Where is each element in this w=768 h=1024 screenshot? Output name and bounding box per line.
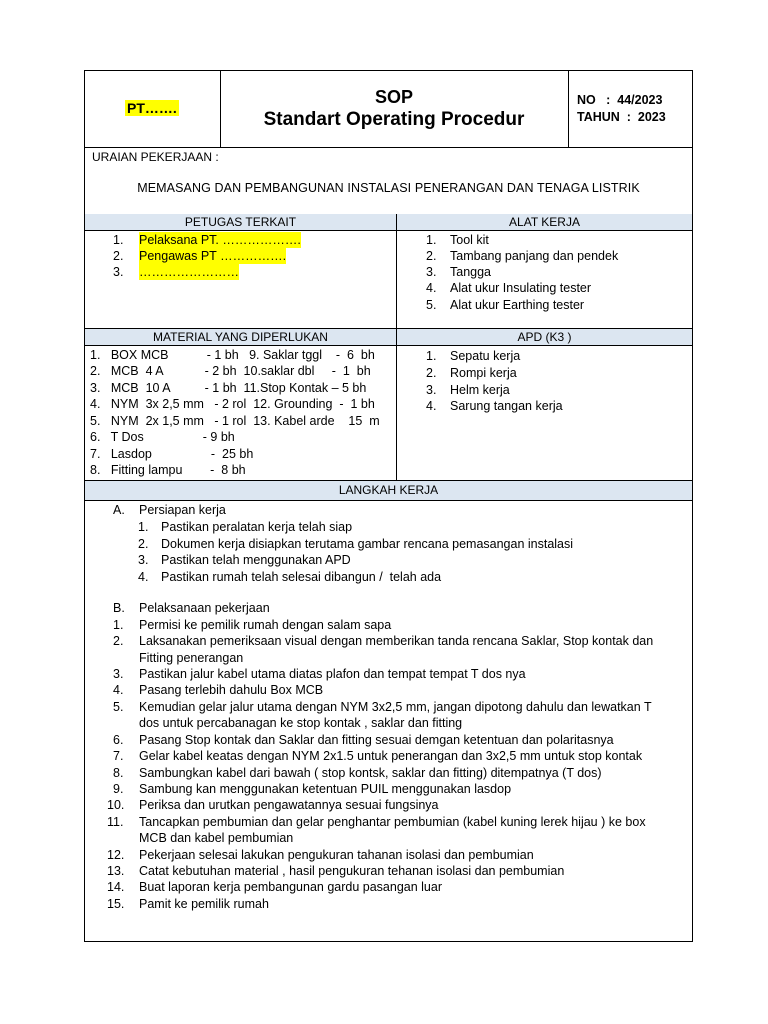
list-item-number: 2. <box>426 366 437 380</box>
company-name: PT……. <box>127 100 177 116</box>
section-label: B. <box>113 601 125 615</box>
list-item-number: 1. <box>138 520 149 534</box>
list-item-number: 9. <box>113 782 124 796</box>
list-item-number: 7. <box>113 749 124 763</box>
header-row <box>85 71 692 148</box>
material-row: 6. T Dos - 9 bh <box>90 430 235 444</box>
list-item-number: 12. <box>107 848 125 862</box>
step-item: Laksanakan pemeriksaan visual dengan memberikan tanda rencana Saklar, Stop kontak dan <box>139 634 654 648</box>
alat-item: Alat ukur Insulating tester <box>450 281 592 295</box>
list-item-number: 3. <box>113 667 124 681</box>
step-item: Pastikan jalur kabel utama diatas plafon dan tempat tempat T dos nya <box>139 667 526 681</box>
list-item-number: 1. <box>426 233 437 247</box>
list-item-number: 2. <box>138 537 149 551</box>
document-year: TAHUN : 2023 <box>577 110 666 124</box>
company-cell <box>85 71 221 147</box>
list-item-number: 6. <box>113 733 124 747</box>
step-item: Pastikan peralatan kerja telah siap <box>161 520 353 534</box>
material-row: 2. MCB 4 A - 2 bh 10.saklar dbl - 1 bh <box>90 364 371 378</box>
job-description-row <box>85 147 692 215</box>
step-item: Tancapkan pembumian dan gelar penghantar pembumian (kabel kuning lerek hijau ) ke box <box>139 815 646 829</box>
step-item: Pastikan telah menggunakan APD <box>161 553 351 567</box>
step-item: Buat laporan kerja pembangunan gardu pasangan luar <box>139 880 443 894</box>
column-divider <box>396 214 397 480</box>
material-row: 5. NYM 2x 1,5 mm - 1 rol 13. Kabel arde 15 m <box>90 414 380 428</box>
list-item-number: 4. <box>426 399 437 413</box>
list-item-number: 11. <box>107 815 124 829</box>
meta-cell <box>569 71 692 147</box>
step-item: Dokumen kerja disiapkan terutama gambar rencana pemasangan instalasi <box>161 537 574 551</box>
list-item-number: 8. <box>113 766 124 780</box>
list-item-number: 4. <box>426 281 437 295</box>
list-item-number: 2. <box>113 634 124 648</box>
list-item-number: 4. <box>113 683 124 697</box>
step-item-continuation: Fitting penerangan <box>139 651 244 665</box>
material-row: 3. MCB 10 A - 1 bh 11.Stop Kontak – 5 bh <box>90 381 367 395</box>
list-item-number: 2. <box>426 249 437 263</box>
list-item-number: 14. <box>107 880 125 894</box>
document-number: NO : 44/2023 <box>577 93 663 107</box>
sop-document <box>84 70 693 942</box>
apd-item: Rompi kerja <box>450 366 517 380</box>
list-item-number: 2. <box>113 249 124 263</box>
alat-item: Tangga <box>450 265 492 279</box>
section-title: Pelaksanaan pekerjaan <box>139 601 270 615</box>
list-item-number: 5. <box>113 700 124 714</box>
step-item: Pamit ke pemilik rumah <box>139 897 269 911</box>
alat-heading: ALAT KERJA <box>397 214 692 231</box>
alat-item: Tool kit <box>450 233 489 247</box>
material-row: 4. NYM 3x 2,5 mm - 2 rol 12. Grounding - 1 bh <box>90 397 375 411</box>
step-item: Permisi ke pemilik rumah dengan salam sapa <box>139 618 392 632</box>
material-heading: MATERIAL YANG DIPERLUKAN <box>85 329 396 346</box>
list-item-number: 3. <box>426 383 437 397</box>
material-row: 8. Fitting lampu - 8 bh <box>90 463 246 477</box>
job-description-text: MEMASANG DAN PEMBANGUNAN INSTALASI PENERANGAN DAN TENAGA LISTRIK <box>137 181 640 195</box>
petugas-item: Pengawas PT ……………. <box>139 249 287 263</box>
list-item-number: 13. <box>107 864 125 878</box>
list-item-number: 1. <box>113 233 124 247</box>
material-row: 1. BOX MCB - 1 bh 9. Saklar tggl - 6 bh <box>90 348 375 362</box>
title-cell <box>220 71 569 147</box>
list-item-number: 4. <box>138 570 149 584</box>
alat-item: Tambang panjang dan pendek <box>450 249 619 263</box>
petugas-item: …………………… <box>139 265 239 279</box>
step-item: Pasang Stop kontak dan Saklar dan fitting sesuai demgan ketentuan dan polaritasnya <box>139 733 614 747</box>
section-label: A. <box>113 503 125 517</box>
step-item: Gelar kabel keatas dengan NYM 2x1.5 untuk penerangan dan 3x2,5 mm untuk stop kontak <box>139 749 643 763</box>
step-item: Kemudian gelar jalur utama dengan NYM 3x2,5 mm, jangan dipotong dahulu dan lewatkan T <box>139 700 652 714</box>
petugas-item: Pelaksana PT. ………………. <box>139 233 301 247</box>
list-item-number: 15. <box>107 897 125 911</box>
step-item: Sambung kan menggunakan ketentuan PUIL menggunakan lasdop <box>139 782 512 796</box>
apd-item: Helm kerja <box>450 383 510 397</box>
list-item-number: 3. <box>426 265 437 279</box>
step-item-continuation: MCB dan kabel pembumian <box>139 831 294 845</box>
apd-item: Sepatu kerja <box>450 349 521 363</box>
list-item-number: 3. <box>138 553 149 567</box>
alat-item: Alat ukur Earthing tester <box>450 298 585 312</box>
document-subtitle: Standart Operating Procedur <box>263 109 525 130</box>
section-title: Persiapan kerja <box>139 503 226 517</box>
step-item: Periksa dan urutkan pengawatannya sesuai fungsinya <box>139 798 439 812</box>
step-item: Pekerjaan selesai lakukan pengukuran tahanan isolasi dan pembumian <box>139 848 534 862</box>
document-title: SOP <box>374 87 413 107</box>
job-description-label: URAIAN PEKERJAAN : <box>92 150 219 164</box>
petugas-heading: PETUGAS TERKAIT <box>85 214 396 231</box>
list-item-number: 5. <box>426 298 437 312</box>
material-row: 7. Lasdop - 25 bh <box>90 447 254 461</box>
langkah-heading: LANGKAH KERJA <box>85 481 692 501</box>
apd-heading: APD (K3 ) <box>397 329 692 346</box>
list-item-number: 3. <box>113 265 124 279</box>
step-item: Pasang terlebih dahulu Box MCB <box>139 683 324 697</box>
list-item-number: 1. <box>426 349 437 363</box>
step-item-continuation: dos untuk percabanagan ke stop kontak , saklar dan fitting <box>139 716 463 730</box>
step-item: Catat kebutuhan material , hasil pengukuran tehanan isolasi dan pembumian <box>139 864 565 878</box>
step-item: Pastikan rumah telah selesai dibangun / telah ada <box>161 570 442 584</box>
step-item: Sambungkan kabel dari bawah ( stop kontsk, saklar dan fitting) ditempatnya (T dos) <box>139 766 602 780</box>
list-item-number: 10. <box>107 798 125 812</box>
list-item-number: 1. <box>113 618 124 632</box>
apd-item: Sarung tangan kerja <box>450 399 563 413</box>
